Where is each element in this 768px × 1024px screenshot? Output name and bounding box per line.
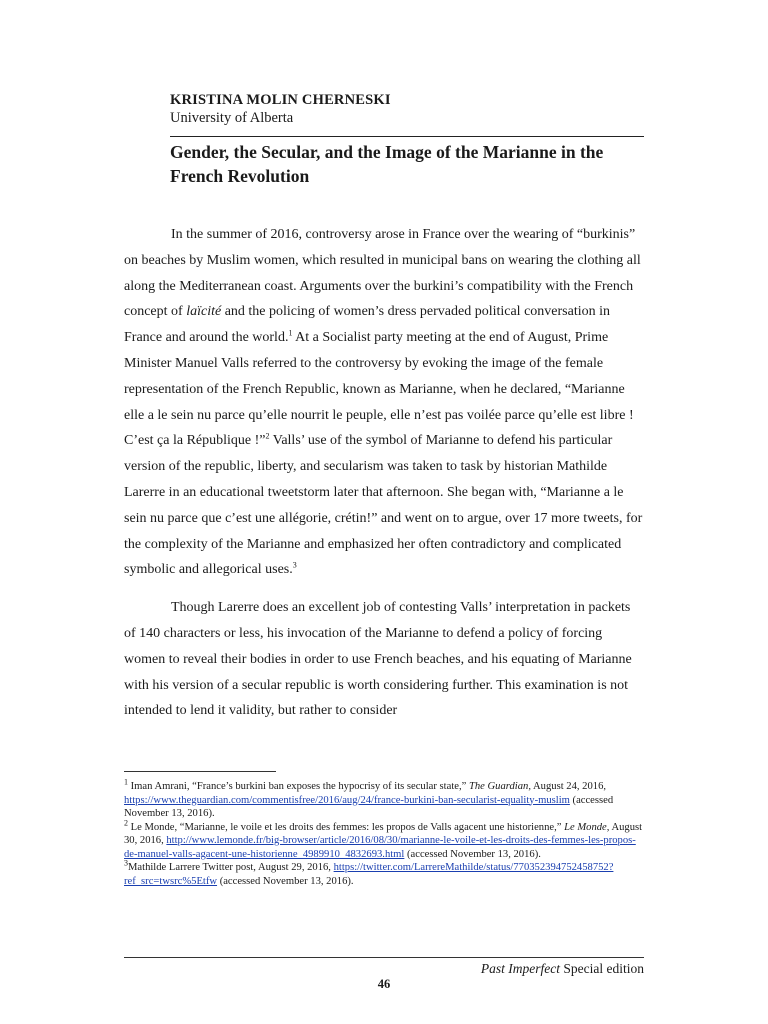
- paragraph-text: Valls’ use of the symbol of Marianne to defend his particular version of the republic, liberty, and secularism was taken to task by historian Mathilde Larerre in an educational tweetstorm later that afternoon. She began with, “Marianne a le sein nu parce que c’est une allégorie, crétin!” and went on to argue, over 17 more tweets, for the complexity of the Marianne and emphasized her often contradictory and complicated symbolic and allegorical uses.: [124, 433, 643, 578]
- author-affiliation: University of Alberta: [170, 110, 294, 126]
- footnote-text: Le Monde, “Marianne, le voile et les droits des femmes: les propos de Valls agacent une historienne,”: [128, 821, 565, 833]
- author-name: KRISTINA MOLIN CHERNESKI: [170, 92, 391, 108]
- article-body: [124, 222, 644, 724]
- footnote-text: August 30, 2016,: [124, 821, 643, 846]
- paragraph-text: In the summer of 2016, controversy arose in France over the wearing of “burkinis” on beaches by Muslim women, which resulted in municipal bans on wearing the clothing all along the Mediterranean coast. Arguments over the burkini’s compatibility with the French concept of: [124, 227, 641, 320]
- title-divider: [170, 136, 644, 137]
- footnote-link[interactable]: https://www.theguardian.com/commentisfree/2016/aug/24/france-burkini-ban-secularist-equality-muslim: [124, 794, 570, 806]
- footnote-2: [124, 817, 644, 862]
- body-paragraph-1: [124, 222, 644, 583]
- footnote-text: Iman Amrani, “France’s burkini ban exposes the hypocrisy of its secular state,”: [128, 781, 469, 792]
- footnote-marker-1[interactable]: 1: [288, 328, 293, 338]
- article-title: Gender, the Secular, and the Image of the Marianne in the French Revolution: [170, 142, 604, 186]
- footnote-text: Mathilde Larrere Twitter post, August 29, 2016,: [128, 862, 334, 873]
- footnote-accessed: (accessed November 13, 2016).: [404, 848, 541, 860]
- footnote-3: [124, 858, 644, 888]
- footnote-number: 3: [124, 858, 128, 868]
- footnote-source: The Guardian,: [468, 781, 531, 792]
- footer-divider: [124, 957, 644, 958]
- footnote-link[interactable]: http://www.lemonde.fr/big-browser/article/2016/08/30/marianne-le-voile-et-les-droits-des-femmes-les-propos-de-manuel-valls-agacent-une-historienne_4989910_4832693.html: [124, 835, 636, 860]
- footnote-link[interactable]: https://twitter.com/LarrereMathilde/status/770352394752458752?ref_src=twsrc%5Etfw: [124, 862, 614, 887]
- footnote-marker-3[interactable]: 3: [292, 560, 297, 570]
- footnote-marker-2[interactable]: 2: [265, 431, 270, 441]
- paragraph-text: and the policing of women’s dress pervaded political conversation in France and around the world.: [124, 304, 610, 346]
- footnote-source: Le Monde,: [564, 821, 610, 833]
- paragraph-text: At a Socialist party meeting at the end of August, Prime Minister Manuel Valls referred to the controversy by evoking the image of the female representation of the French Republic, known as Marianne, when he declared, “Marianne elle a le sein nu parce qu’elle nourrit le peuple, elle n’est pas voilée parce qu’elle est libre ! C’est ça la République !”: [124, 330, 634, 449]
- footnote-text: August 24, 2016,: [530, 781, 607, 792]
- journal-title: Past Imperfect: [480, 961, 561, 976]
- footnote-accessed: (accessed November 13, 2016).: [217, 875, 354, 887]
- footnotes: [124, 777, 644, 888]
- page-number: 46: [377, 977, 391, 991]
- footnote-number: 2: [124, 817, 128, 827]
- body-paragraph-2: Though Larerre does an excellent job of contesting Valls’ interpretation in packets of 140 characters or less, his invocation of the Marianne to defend a policy of forcing women to reveal their bodies in order to use French beaches, and his equating of Marianne with his version of a secular republic is worth considering further. This examination is not intended to lend it validity, but rather to consider: [124, 600, 632, 719]
- footnote-divider: [124, 771, 276, 772]
- italic-term: laïcité: [186, 304, 222, 320]
- footnote-accessed: (accessed November 13, 2016).: [124, 794, 614, 819]
- journal-edition: Special edition: [560, 961, 644, 976]
- footnote-1: [124, 777, 644, 821]
- footnote-number: 1: [124, 777, 128, 787]
- journal-name: [481, 961, 644, 977]
